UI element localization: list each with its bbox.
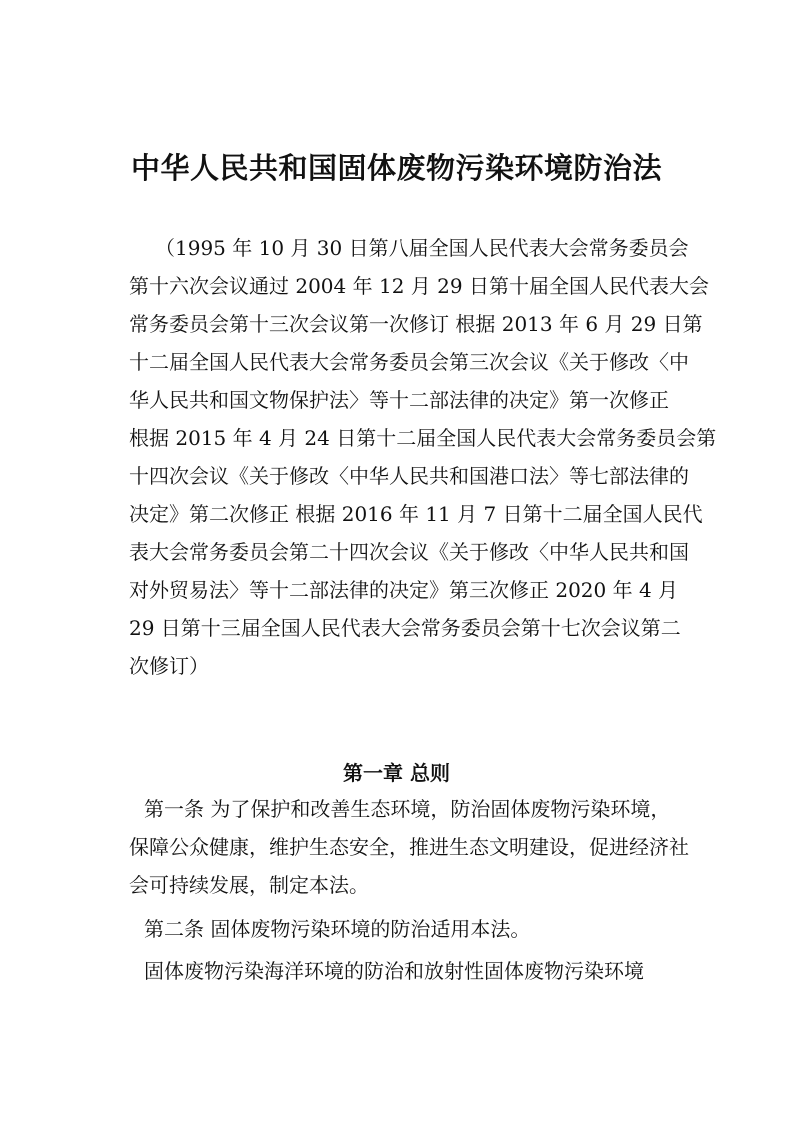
history-line: 第十六次会议通过 2004 年 12 月 29 日第十届全国人民代表大会 [129,274,709,298]
article-line: 第一条 为了保护和改善生态环境，防治固体废物污染环境， [144,797,671,821]
history-line: 常务委员会第十三次会议第一次修订 根据 2013 年 6 月 29 日第 [129,312,703,336]
history-line: 次修订） [129,654,209,678]
chapter-heading: 第一章 总则 [343,761,450,785]
article-line: 保障公众健康，维护生态安全，推进生态文明建设，促进经济社 [129,835,689,859]
article-line: 固体废物污染海洋环境的防治和放射性固体废物污染环境 [144,959,644,983]
page-title: 中华人民共和国固体废物污染环境防治法 [130,151,662,185]
history-line: 十四次会议《关于修改〈中华人民共和国港口法〉等七部法律的 [129,464,689,488]
history-line: 华人民共和国文物保护法〉等十二部法律的决定》第一次修正 [129,388,669,412]
history-line: 表大会常务委员会第二十四次会议《关于修改〈中华人民共和国 [129,540,689,564]
history-line: 十二届全国人民代表大会常务委员会第三次会议《关于修改〈中 [129,350,689,374]
history-line: （1995 年 10 月 30 日第八届全国人民代表大会常务委员会 [155,236,689,260]
history-line: 对外贸易法〉等十二部法律的决定》第三次修正 2020 年 4 月 [129,578,679,602]
history-line: 29 日第十三届全国人民代表大会常务委员会第十七次会议第二 [129,616,681,640]
history-line: 决定》第二次修正 根据 2016 年 11 月 7 日第十二届全国人民代 [129,502,703,526]
article-line: 会可持续发展，制定本法。 [129,873,369,897]
article-line: 第二条 固体废物污染环境的防治适用本法。 [144,917,531,941]
history-line: 根据 2015 年 4 月 24 日第十二届全国人民代表大会常务委员会第 [129,426,717,450]
